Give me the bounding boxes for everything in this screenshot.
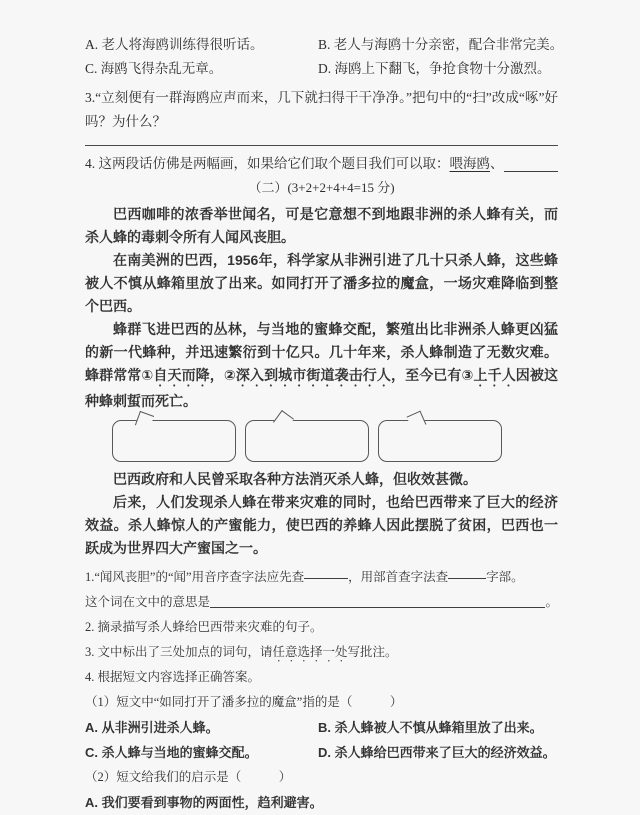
section-2-header: （二）(3+2+2+4+4=15 分) — [248, 180, 395, 195]
passage-paragraph-2: 在南美洲的巴西，1956年，科学家从非洲引进了几十只杀人蜂，这些蜂被人不慎从蜂箱里放了出来。如同打开了潘多拉的魔盒，一场灾难降临到整个巴西。 — [85, 252, 558, 314]
passage-p3-dotted-phrase-3: 上千人 — [473, 367, 516, 383]
part1-question-4-answer-blank — [504, 152, 559, 172]
part1-question-4-separator: 、 — [490, 156, 504, 171]
passage-paragraph-1: 巴西咖啡的浓香举世闻名，可是它意想不到地跟非洲的杀人蜂有关，而杀人蜂的毒刺令所有人闻风丧胆。 — [85, 206, 558, 245]
callout-tail-icon — [407, 410, 427, 430]
part1-option-d: D. 海鸥上下翻飞，争抢食物十分激烈。 — [318, 61, 551, 76]
passage-p3-text-2: ，② — [209, 367, 236, 383]
passage-paragraph-4: 巴西政府和人民曾采取各种方法消灭杀人蜂，但收效甚微。 — [113, 471, 477, 487]
q1-text-2: ，用部首查字法查 — [348, 570, 449, 584]
q1-blank-pinyin — [304, 565, 348, 579]
part1-question-4-title-answer: 喂海鸥 — [449, 156, 490, 171]
part2-question-1 — [85, 565, 558, 615]
callout-box-3 — [378, 420, 502, 462]
q1-blank-meaning — [210, 590, 545, 608]
q3-dotted-phrase: 任意选择一处 — [272, 645, 348, 659]
part1-question-4-text: 4. 这两段话仿佛是两幅画，如果给它们取个题目我们可以取： — [85, 156, 450, 171]
part2-question-2: 2. 摘录描写杀人蜂给巴西带来灾难的句子。 — [85, 620, 323, 634]
callout-box-1 — [112, 420, 236, 462]
part1-question-4 — [85, 152, 558, 176]
sub1-option-c: C. 杀人蜂与当地的蜜蜂交配。 — [85, 745, 258, 760]
part2-question-4-sub-1: （1）短文中“如同打开了潘多拉的魔盒”指的是（ ） — [85, 695, 403, 709]
part1-question-3: 3.“立刻便有一群海鸥应声而来，几下就扫得干干净净。”把句中的“扫”改成“啄”好吗？为什么？ — [85, 90, 558, 129]
q1-text-3: 字部。 — [486, 570, 524, 584]
sub1-options-row-cd — [85, 740, 558, 765]
sub1-options-row-ab — [85, 715, 558, 740]
q1-text-1: 1.“闻风丧胆”的“闻”用音序查字法应先查 — [85, 570, 305, 584]
passage-paragraph-3 — [85, 318, 558, 413]
callout-tail-icon — [135, 410, 154, 429]
passage-p3-text-1: 蜂群飞进巴西的丛林，与当地的蜜蜂交配，繁殖出比非洲杀人蜂更凶猛的新一代蜂种，并迅速繁衍到十亿只。几十年来，杀人蜂制造了无数灾难。蜂群常常① — [85, 321, 558, 383]
passage-p3-dotted-phrase-2: 深入到城市街道袭击行人 — [235, 367, 391, 383]
q1-text-4: 这个词在文中的意思是 — [85, 595, 211, 609]
part2-question-1-line-2 — [85, 590, 558, 615]
part1-option-a: A. 老人将海鸥训练得很听话。 — [85, 37, 264, 52]
sub2-option-a: A. 我们要看到事物的两面性，趋利避害。 — [85, 795, 323, 810]
part1-options-row-ab — [85, 33, 564, 57]
passage-p3-text-4: 因被这种蜂刺蜇而死亡。 — [85, 367, 559, 409]
section-divider-line — [85, 145, 558, 146]
part2-question-4: 4. 根据短文内容选择正确答案。 — [85, 670, 261, 684]
passage-p3-text-3: ，至今已有③ — [391, 367, 474, 383]
annotation-callout-row — [112, 420, 558, 462]
part2-question-3 — [85, 640, 558, 665]
q3-text-1: 3. 文中标出了三处加点的词句，请 — [85, 645, 273, 659]
sub1-option-d: D. 杀人蜂给巴西带来了巨大的经济效益。 — [318, 745, 556, 760]
q3-text-2: 写批注。 — [347, 645, 398, 659]
part1-option-c: C. 海鸥飞得杂乱无章。 — [85, 61, 223, 76]
q1-text-5: 。 — [545, 595, 558, 609]
part2-question-4-sub-2: （2）短文给我们的启示是（ ） — [85, 770, 292, 784]
sub1-option-b: B. 杀人蜂被人不慎从蜂箱里放了出来。 — [318, 720, 543, 735]
part1-options-row-cd — [85, 57, 558, 81]
part1-option-b: B. 老人与海鸥十分亲密，配合非常完美。 — [318, 37, 564, 52]
sub1-option-a: A. 从非洲引进杀人蜂。 — [85, 720, 219, 735]
q1-blank-radical — [448, 565, 486, 579]
passage-paragraph-5: 后来，人们发现杀人蜂在带来灾难的同时，也给巴西带来了巨大的经济效益。杀人蜂惊人的产蜜能力，使巴西的养蜂人因此摆脱了贫困，巴西也一跃成为世界四大产蜜国之一。 — [85, 494, 558, 556]
passage-p3-dotted-phrase-1: 自天而降 — [153, 367, 210, 383]
callout-box-2 — [245, 420, 369, 462]
part2-question-1-line-1 — [85, 565, 558, 590]
